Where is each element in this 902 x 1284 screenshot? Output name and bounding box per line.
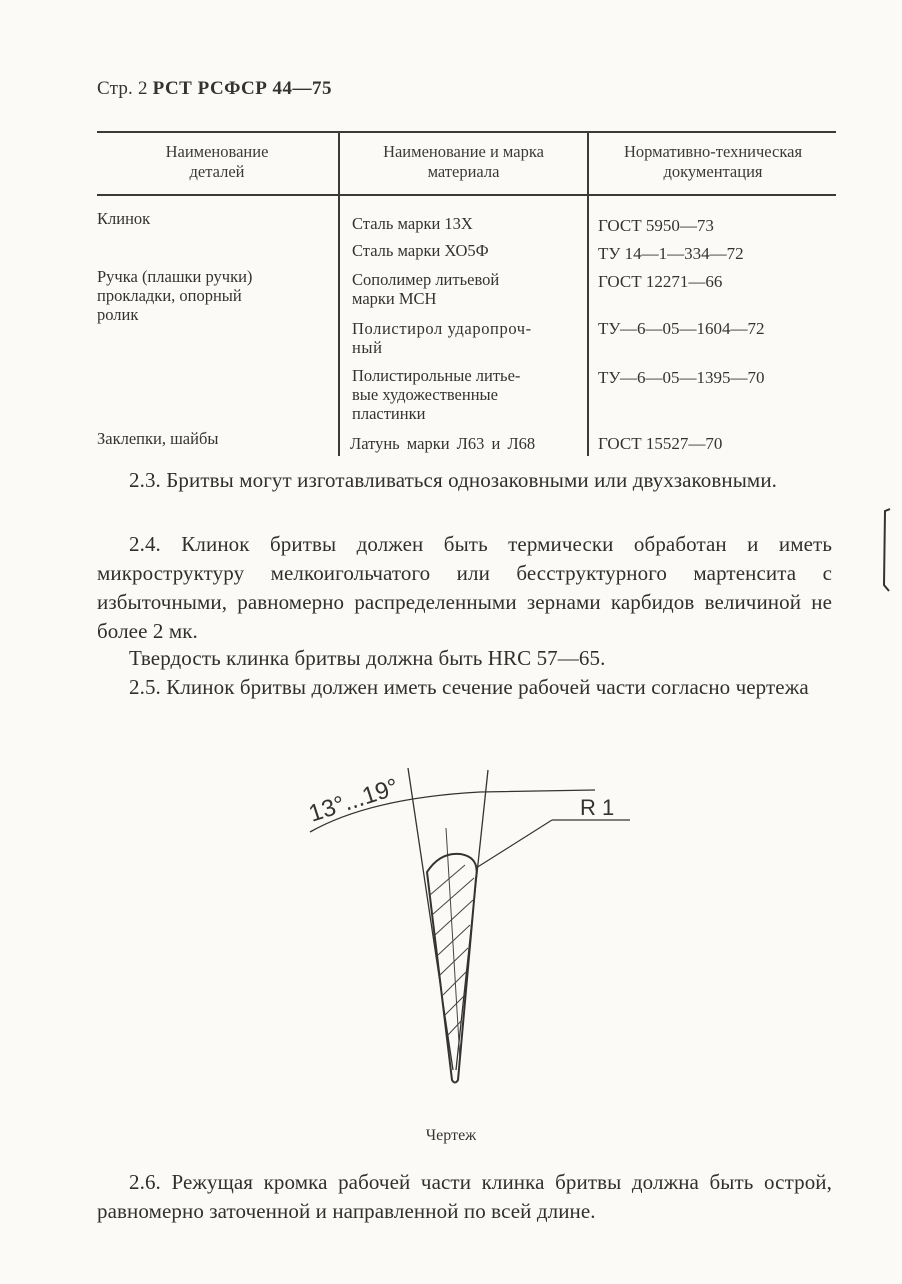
center-line xyxy=(446,828,460,1060)
paragraph-2-3: 2.3. Бритвы могут изготавливаться однозаковными или двухзаковными. xyxy=(129,468,778,492)
page-header xyxy=(97,78,332,100)
cell-part: Ручка (плашки ручки) прокладки, опорный ролик xyxy=(97,267,253,324)
cell-doc: ТУ—6—05—1604—72 xyxy=(598,319,765,338)
column-divider-2 xyxy=(587,133,589,456)
table-top-rule xyxy=(97,131,836,133)
cell-doc: ТУ—6—05—1395—70 xyxy=(598,368,765,387)
paragraph-2-6: 2.6. Режущая кромка рабочей части клинка бритвы должна быть острой, равномерно заточенной и направленной по всей длине. xyxy=(97,1170,832,1223)
margin-bracket-mark xyxy=(878,505,898,597)
cell-part: Заклепки, шайбы xyxy=(97,429,219,448)
cell-doc: ГОСТ 5950—73 xyxy=(598,216,714,235)
column-header-part: Наименование деталей xyxy=(165,142,269,181)
blade-section-drawing xyxy=(290,760,650,1095)
drawing-caption: Чертеж xyxy=(425,1127,477,1144)
paragraph-2-5: 2.5. Клинок бритвы должен иметь сечение рабочей части согласно чертежа xyxy=(129,675,809,699)
column-header-doc: Нормативно-техническая документация xyxy=(623,142,803,181)
cell-material: Полистирольные литье- вые художественные пластинки xyxy=(352,366,521,423)
radius-label: R 1 xyxy=(580,795,615,820)
standard-code: РСТ РСФСР 44—75 xyxy=(152,78,333,99)
radius-leader-line xyxy=(476,820,552,868)
angle-label: 13°...19° xyxy=(305,773,402,828)
paragraph-hardness: Твердость клинка бритвы должна быть HRC 57—65. xyxy=(129,646,606,670)
cell-doc: ГОСТ 12271—66 xyxy=(598,272,723,291)
cell-material: Латунь марки Л63 и Л68 xyxy=(350,434,536,453)
cell-material: Сополимер литьевой марки МСН xyxy=(352,270,500,308)
paragraph-2-4: 2.4. Клинок бритвы должен быть термически обработан и иметь микроструктуру мелкоигольчатого или бесструктурного мартенсита с избыточными, равномерно распределенными зернами карбидов величиной не более 2 мк. xyxy=(97,532,832,643)
column-header-material: Наименование и марка материала xyxy=(383,142,544,181)
page-number: Стр. 2 xyxy=(97,78,148,99)
cell-doc: ГОСТ 15527—70 xyxy=(598,434,723,453)
cell-material: Сталь марки 13Х xyxy=(352,214,473,233)
blade-profile xyxy=(427,854,477,1083)
cell-doc: ТУ 14—1—334—72 xyxy=(598,244,744,263)
cell-material: Сталь марки ХО5Ф xyxy=(352,241,489,260)
table-header-rule xyxy=(97,194,836,196)
cell-material: Полистирол ударопроч- ный xyxy=(352,319,532,357)
cell-part: Клинок xyxy=(97,209,151,228)
